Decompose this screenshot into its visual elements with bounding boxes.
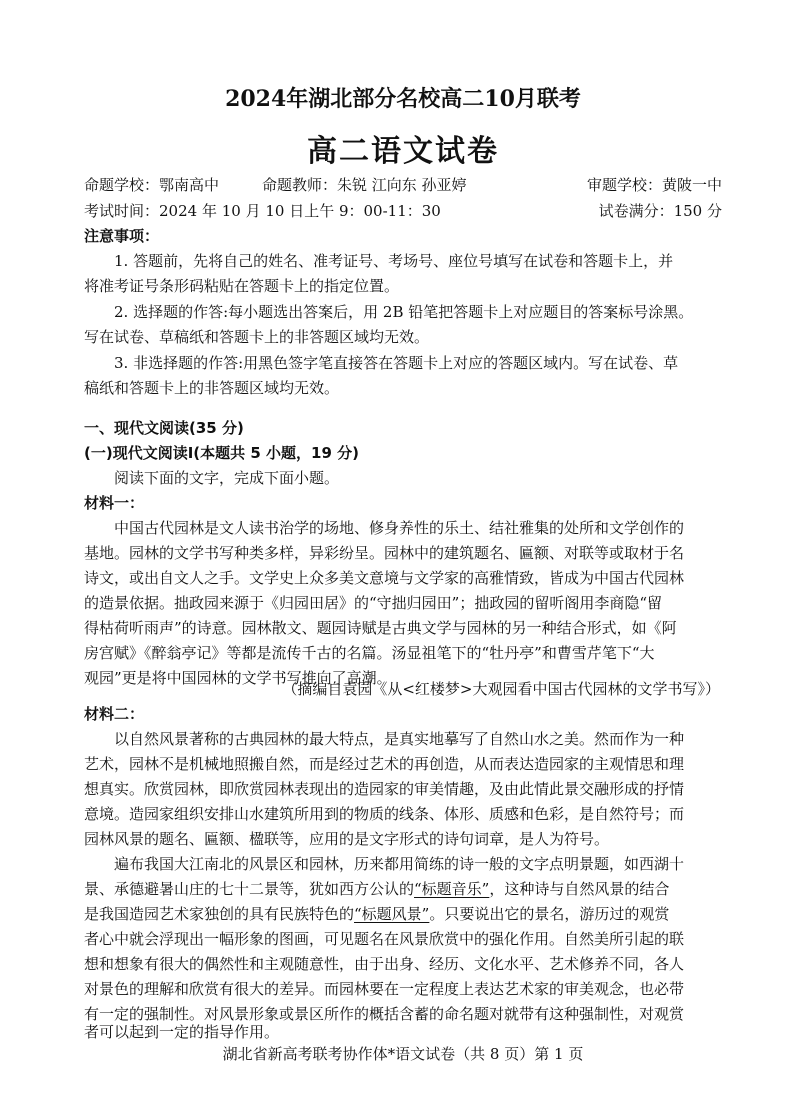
material-1-line: 观园”更是将中国园林的文学书写推向了高潮。 [84, 669, 392, 687]
notice-line: 将准考证号条形码粘贴在答题卡上的指定位置。 [84, 277, 400, 295]
material-1-label: 材料一： [84, 494, 145, 512]
notice-line: 3. 非选择题的作答:用黑色签字笔直接答在答题卡上对应的答题区域内。写在试卷、草 [114, 354, 679, 372]
notice-line: 1. 答题前，先将自己的姓名、准考证号、考场号、座位号填写在试卷和答题卡上，并 [114, 252, 674, 270]
material-1-line: 房宫赋》《醉翁亭记》等都是流传千古的名篇。汤显祖笔下的“牡丹亭”和曹雪芹笔下“大 [84, 644, 655, 662]
exam-time: 考试时间：2024 年 10 月 10 日上午 9：00-11：30 [84, 202, 441, 220]
full-score: 试卷满分：150 分 [598, 202, 722, 220]
setter-teachers: 命题教师：朱锐 江向东 孙亚婷 [262, 176, 467, 194]
material-2-line: 想和想象有很大的偶然性和主观随意性，由于出身、经历、文化水平、艺术修养不同，各人 [84, 955, 685, 973]
material-1-line: 的造景依据。拙政园来源于《归园田居》的“守拙归园田”；拙政园的留听阁用李商隐“留 [84, 594, 663, 612]
material-2-line: 园林风景的题名、匾额、楹联等，应用的是文字形式的诗句词章，是人为符号。 [84, 830, 610, 848]
review-school: 审题学校：黄陂一中 [586, 176, 722, 194]
material-2-line: 遍布我国大江南北的风景区和园林，历来都用简练的诗一般的文字点明景题，如西湖十 [114, 855, 685, 873]
material-2-line: 有一定的强制性。对风景形象或景区所作的概括含蓄的命名题对就带有这种强制性，对观赏 [84, 1005, 685, 1023]
reading-instruction: 阅读下面的文字，完成下面小题。 [114, 469, 340, 487]
setter-school: 命题学校：鄂南高中 [84, 176, 220, 194]
material-2-label: 材料二： [84, 705, 145, 723]
notice-line: 稿纸和答题卡上的非答题区域均无效。 [84, 379, 340, 397]
material-1-source: （摘编自袁园《从<红楼梦>大观园看中国古代园林的文学书写》） [282, 680, 720, 698]
section-heading: 一、现代文阅读(35 分) [84, 419, 244, 437]
underlined-term: “标题风景” [354, 905, 430, 923]
material-2-line: 者可以起到一定的指导作用。 [84, 1023, 280, 1041]
page-footer: 湖北省新高考联考协作体*语文试卷（共 8 页）第 1 页 [222, 1045, 584, 1063]
notice-line: 写在试卷、草稿纸和答题卡上的非答题区域均无效。 [84, 328, 430, 346]
material-2-line: 者心中就会浮现出一幅形象的图画，可见题名在风景欣赏中的强化作用。自然美所引起的联 [84, 930, 685, 948]
material-1-line: 中国古代园林是文人读书治学的场地、修身养性的乐土、结社雅集的处所和文学创作的 [114, 519, 685, 537]
exam-title: 2024年湖北部分名校高二10月联考 [225, 86, 581, 112]
material-1-line: 诗文，或出自文人之手。文学史上众多美文意境与文学家的高雅情致，皆成为中国古代园林 [84, 569, 685, 587]
material-1-line: 得枯荷听雨声”的诗意。园林散文、题园诗赋是古典文学与园林的另一种结合形式，如《阿 [84, 619, 677, 637]
material-2-line: 想真实。欣赏园林，即欣赏园林表现出的造园家的审美情趣，及由此情此景交融形成的抒情 [84, 780, 685, 798]
material-2-line: 意境。造园家组织安排山水建筑所用到的物质的线条、体形、质感和色彩，是自然符号；而 [84, 805, 685, 823]
paper-subtitle: 高二语文试卷 [307, 134, 499, 169]
material-2-line: 艺术，园林不是机械地照搬自然，而是经过艺术的再创造，从而表达造园家的主观情思和理 [84, 755, 685, 773]
material-2-line [84, 879, 669, 899]
notice-heading: 注意事项： [84, 227, 160, 245]
material-2-line: 对景色的理解和欣赏有很大的差异。而园林要在一定程度上表达艺术家的审美观念，也必带 [84, 980, 685, 998]
material-2-line [84, 904, 669, 924]
line-text: 景、承德避暑山庄的七十二景等，犹如西方公认的 [84, 880, 415, 898]
material-2-line: 以自然风景著称的古典园林的最大特点，是真实地摹写了自然山水之美。然而作为一种 [114, 730, 685, 748]
subsection-heading: (一)现代文阅读Ⅰ(本题共 5 小题，19 分) [84, 444, 359, 462]
line-text: ，这种诗与自然风景的结合 [489, 880, 670, 898]
underlined-term: “标题音乐” [414, 880, 490, 898]
material-1-line: 基地。园林的文学书写种类多样，异彩纷呈。园林中的建筑题名、匾额、对联等或取材于名 [84, 544, 685, 562]
notice-line: 2. 选择题的作答:每小题选出答案后，用 2B 铅笔把答题卡上对应题目的答案标号涂黑。 [114, 303, 694, 321]
line-text: 。只要说出它的景名，游历过的观赏 [429, 905, 670, 923]
line-text: 是我国造园艺术家独创的具有民族特色的 [84, 905, 355, 923]
